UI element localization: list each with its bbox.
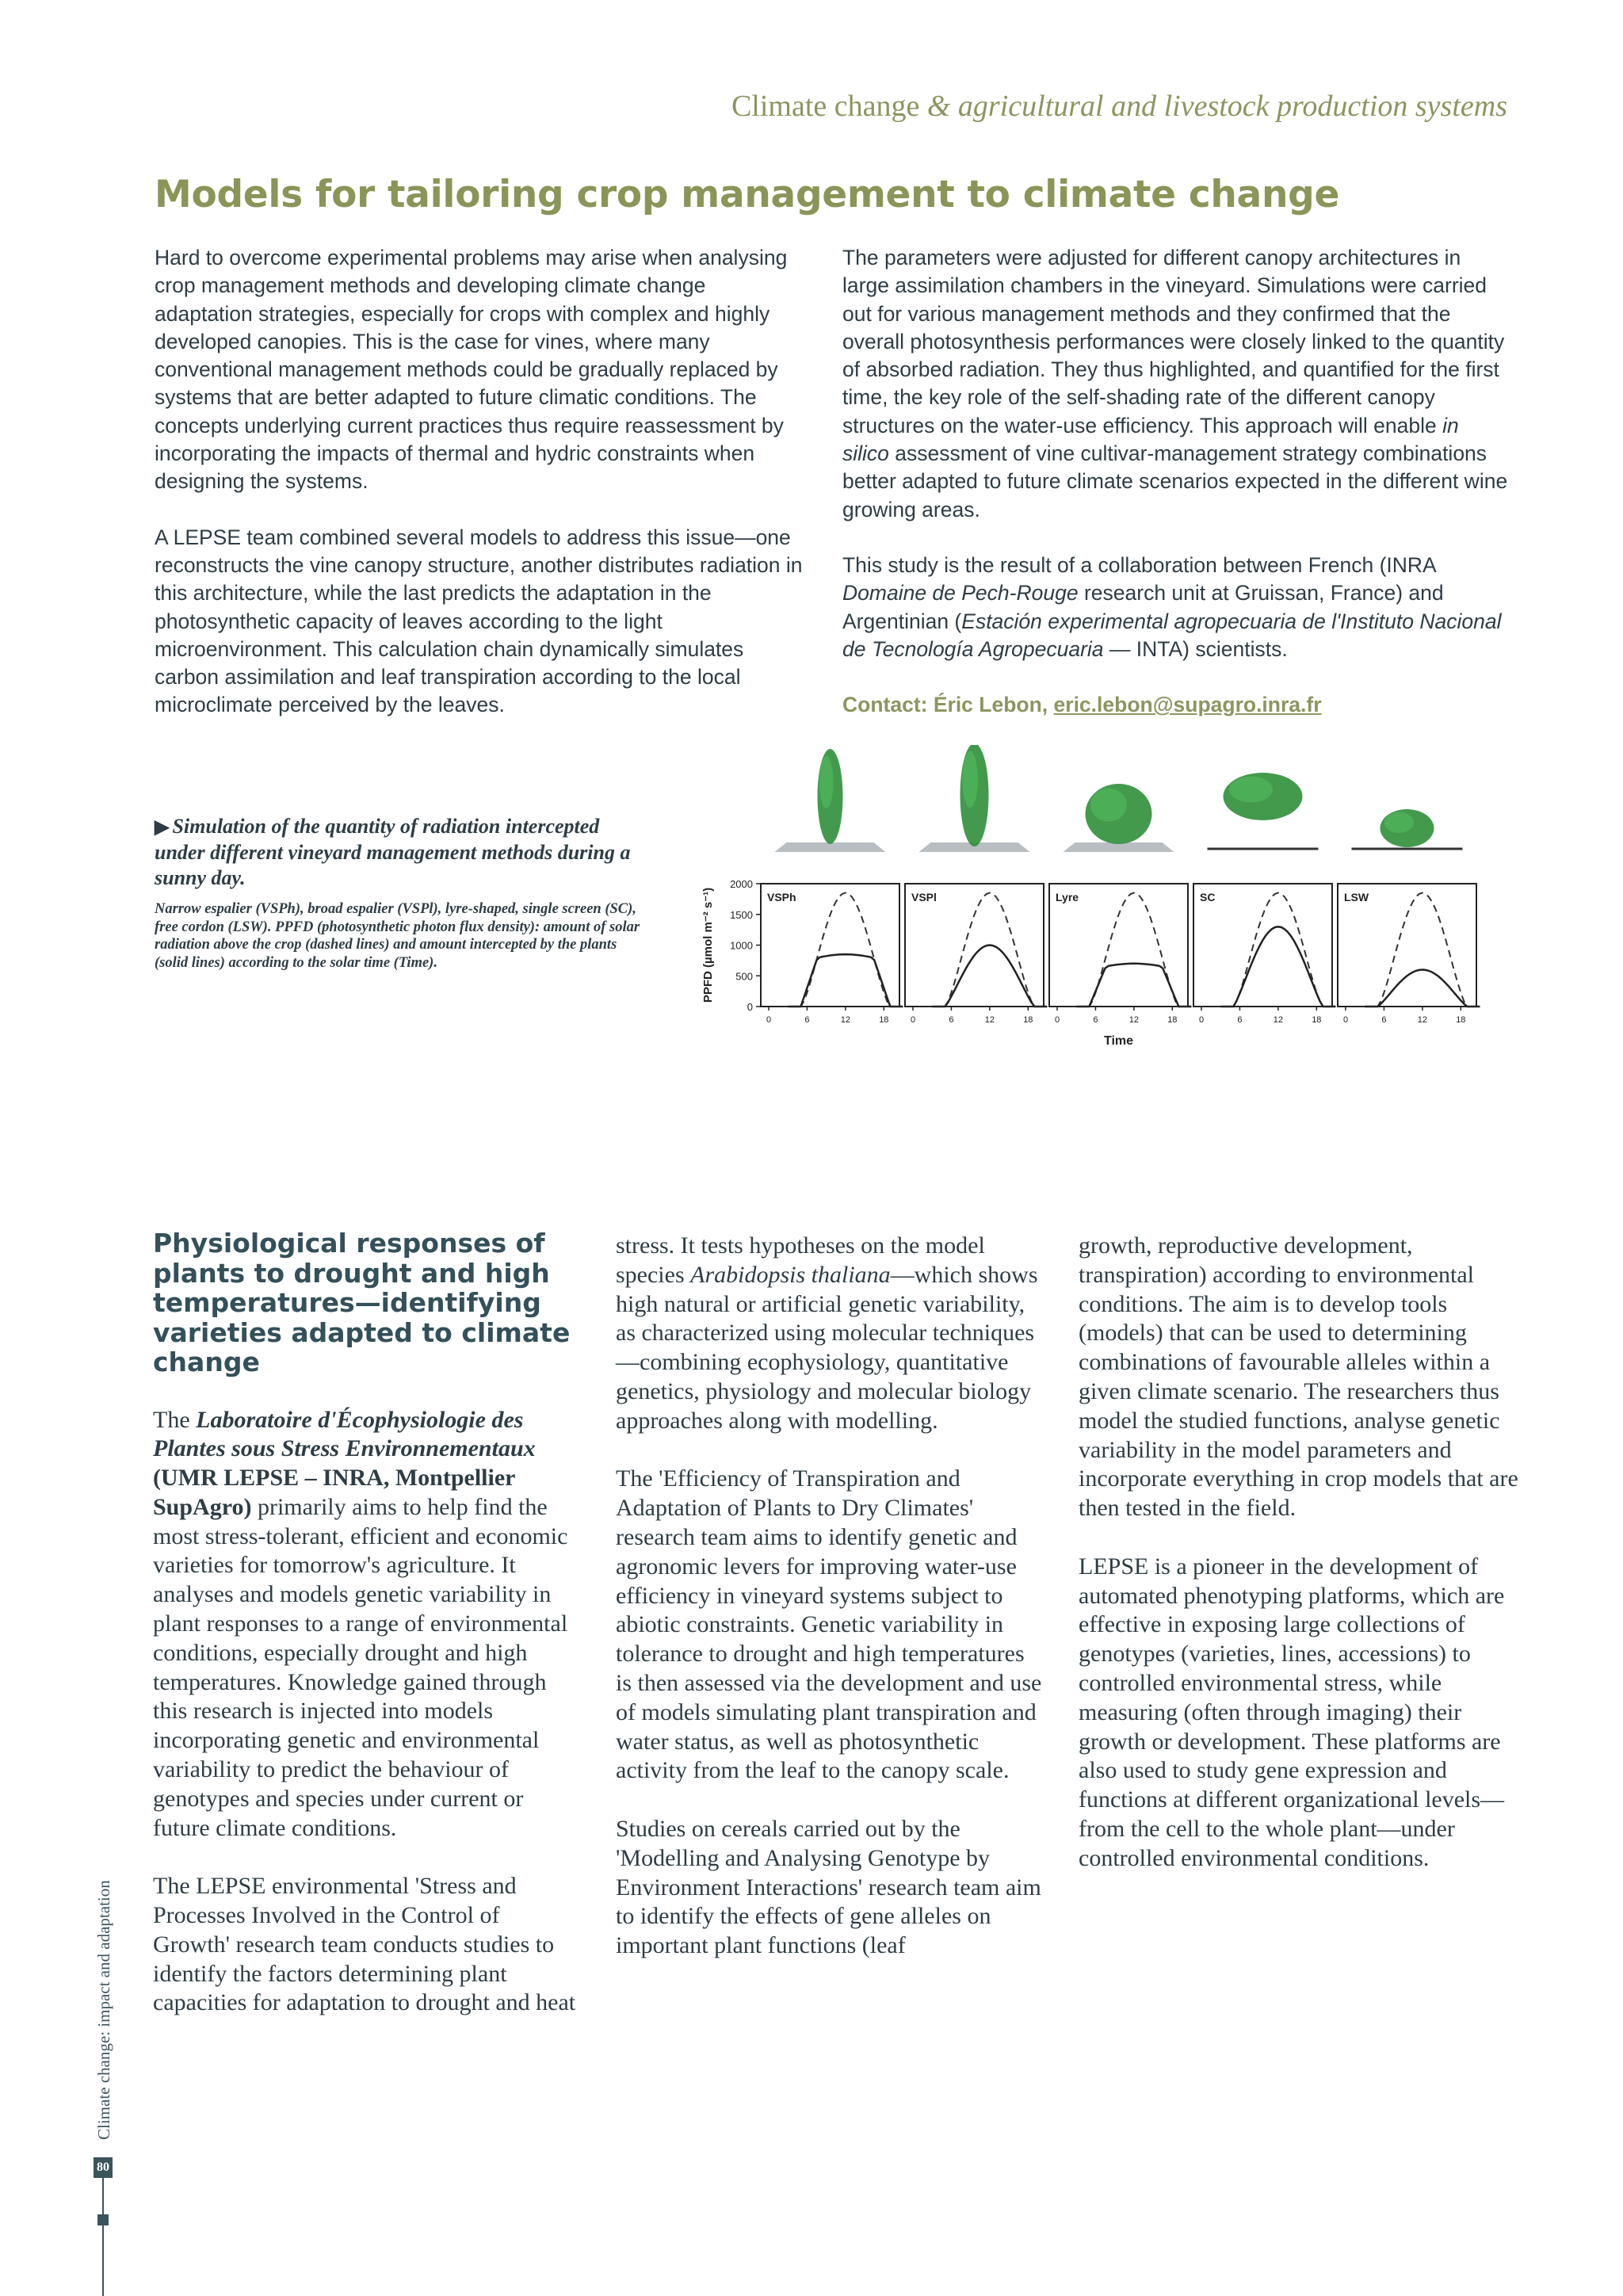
y-tick-label: 500 — [735, 970, 753, 983]
x-tick-label: 6 — [949, 1015, 954, 1025]
contact-label: Contact: Éric Lebon, — [842, 693, 1048, 717]
article-title: Models for tailoring crop management to climate change — [155, 173, 1340, 216]
article2-paragraph-1: The Laboratoire d'Écophysiologie des Plantes sous Stress Environnementaux (UMR LEPSE – INRA, Montpellier SupAgro) primarily aims to help find the most stress-tolerant, efficient and economic varieties for tomorrow's agriculture. It analyses and models genetic variability in plant responses to a range of environmental conditions, especially drought and high temperatures. Knowledge gained through this research is injected into models incorporating genetic and environmental variability to predict the behaviour of genotypes and species under current or future climate conditions. — [153, 1406, 568, 1841]
y-tick-label: 0 — [747, 1001, 753, 1013]
panel-label-lyre: Lyre — [1056, 891, 1079, 904]
canopy-highlight — [1229, 777, 1273, 803]
canopy-highlight — [962, 751, 978, 808]
y-tick-label: 2000 — [730, 878, 753, 890]
x-tick-label: 0 — [1198, 1015, 1205, 1025]
x-tick-label: 12 — [984, 1015, 995, 1025]
article1-paragraph-3: The parameters were adjusted for different canopy architectures in large assimilation chambers in the vineyard. Simulations were carried out for various management methods and they confirmed that the overall photosynthesis performances were closely linked to the quantity of absorbed radiation. They thus highlighted, and quantified for the first time, the key role of the self-shading rate of the different canopy structures on the water-use efficiency. This approach will enable in silico assessment of vine cultivar-management strategy combinations better adapted to future climate scenarios expected in the different wine growing areas. — [842, 246, 1508, 521]
article2-heading: Physiological responses of plants to drought and high temperatures—identifying varieties adapted to climate change — [153, 1228, 571, 1377]
x-tick-label: 18 — [1167, 1015, 1178, 1025]
running-head-italic: & agricultural and livestock production systems — [926, 90, 1507, 123]
article1-paragraph-2: A LEPSE team combined several models to address this issue—one reconstructs the vine canopy structure, another distributes radiation in this architecture, while the last predicts the adaptation in the photosynthetic capacity of leaves according to the light microenvironment. This calculation chain dynamically simulates carbon assimilation and leaf transpiration according to the local microclimate perceived by the leaves. — [155, 525, 803, 717]
article1-right-column — [842, 244, 1508, 747]
article2-paragraph-5: LEPSE is a pioneer in the development of automated phenotyping platforms, which are effective in exposing large collections of genotypes (varieties, lines, accessions) to controlled environmental stress, while measuring (often through imaging) their growth or development. These platforms are also used to study gene expression and functions at different organizational levels—from the cell to the whole plant—under controlled environmental conditions. — [1079, 1553, 1505, 1871]
x-tick-label: 12 — [840, 1015, 850, 1025]
article2-paragraph-2: The LEPSE environmental 'Stress and Processes Involved in the Control of Growth' research team conducts studies to identify the factors determining plant capacities for adaptation to drought and heat — [153, 1873, 576, 2016]
x-tick-label: 12 — [1128, 1015, 1139, 1025]
panel-label-vsph: VSPh — [767, 891, 796, 904]
canopy-highlight — [1090, 789, 1127, 822]
above-crop-line-vspl — [932, 893, 1047, 1007]
running-head — [731, 89, 1507, 124]
x-tick-label: 0 — [1342, 1015, 1349, 1025]
x-tick-label: 0 — [910, 1015, 916, 1025]
panel-label-sc: SC — [1200, 891, 1216, 904]
x-tick-label: 18 — [879, 1015, 889, 1025]
y-tick-label: 1500 — [730, 908, 753, 921]
x-tick-label: 6 — [1381, 1015, 1387, 1025]
article2-paragraph-3: The 'Efficiency of Transpiration and Adaptation of Plants to Dry Climates' research team aims to identify genetic and agronomic levers for improving water-use efficiency in vineyard systems subject to abiotic constraints. Genetic variability in tolerance to drought and high temperatures is then assessed via the development and use of models simulating plant transpiration and water status, as well as photosynthetic activity from the leaf to the canopy scale. — [616, 1465, 1042, 1784]
triangle-bullet-icon: ▶ — [155, 817, 170, 838]
figure-caption-title: ▶ Simulation of the quantity of radiation intercepted under different vineyard management methods during a sunny day. — [155, 815, 631, 889]
article2-column-2 — [616, 1232, 1044, 1990]
above-crop-line-vsph — [788, 893, 903, 1007]
above-crop-line-sc — [1220, 893, 1335, 1007]
x-tick-label: 6 — [1237, 1015, 1243, 1025]
x-tick-label: 12 — [1273, 1015, 1283, 1025]
article2-paragraph-4: Studies on cereals carried out by the 'Modelling and Analysing Genotype by Environment Interactions' research team aim to identify the effects of gene alleles on important plant functions (leaf — [616, 1815, 1041, 1959]
x-tick-label: 18 — [1312, 1015, 1322, 1025]
x-tick-label: 6 — [1093, 1015, 1098, 1025]
side-rule — [102, 2176, 104, 2296]
contact-line — [842, 691, 1508, 719]
article2-column-3 — [1079, 1232, 1522, 1902]
article2-paragraph-4-continued: growth, reproductive development, transpiration) according to environmental conditions. The aim is to develop tools (models) that can be used to determining combinations of favourable alleles within a given climate scenario. The researchers thus model the studied functions, analyse genetic variability in the model parameters and incorporate everything in crop models that are then tested in the field. — [1079, 1232, 1518, 1522]
figure-caption-note: Narrow espalier (VSPh), broad espalier (VSPl), lyre-shaped, single screen (SC), free cordon (LSW). PPFD (photosynthetic photon flux density): amount of solar radiation above the crop (dashed lines) and amount intercepted by the plants (solid lines) according to the solar time (Time). — [155, 901, 640, 971]
above-crop-line-lyre — [1076, 893, 1191, 1007]
x-tick-label: 12 — [1417, 1015, 1427, 1025]
intercepted-line-lsw — [1365, 970, 1480, 1007]
panel-label-lsw: LSW — [1344, 891, 1369, 904]
contact-email-link[interactable]: eric.lebon@supagro.inra.fr — [1053, 693, 1322, 717]
x-axis-label: Time — [1103, 1034, 1134, 1048]
side-section-label: Climate change: impact and adaptation — [94, 1880, 113, 2140]
canopy-highlight — [1384, 812, 1414, 833]
x-tick-label: 18 — [1456, 1015, 1466, 1025]
ppfd-figure — [689, 745, 1498, 1054]
x-tick-label: 6 — [804, 1015, 810, 1025]
page-number: 80 — [94, 2157, 113, 2178]
running-head-plain: Climate change — [731, 90, 920, 123]
y-axis-label: PPFD (µmol m⁻² s⁻¹) — [701, 887, 715, 1003]
article1-paragraph-4: This study is the result of a collaboration between French (INRA Domaine de Pech-Rouge research unit at Gruissan, France) and Argentinian (Estación experimental agropecuaria de l'Instituto Nacional de Tecnología Agropecuaria — INTA) scientists. — [842, 552, 1502, 661]
above-crop-line-lsw — [1365, 893, 1480, 1007]
article1-paragraph-1: Hard to overcome experimental problems may arise when analysing crop management methods and developing climate change adaptation strategies, especially for crops with complex and highly developed canopies. This is the case for vines, where many conventional management methods could be gradually replaced by systems that are better adapted to future climatic conditions. The concepts underlying current practices thus require reassessment by incorporating the impacts of thermal and hydric constraints when designing the systems. — [155, 246, 788, 494]
x-tick-label: 18 — [1023, 1015, 1033, 1025]
intercepted-line-sc — [1220, 926, 1335, 1007]
side-marker — [97, 2214, 109, 2225]
article1-left-column — [155, 244, 804, 747]
x-tick-label: 0 — [766, 1015, 772, 1025]
panel-label-vspl: VSPl — [911, 891, 937, 904]
article2-paragraph-2-continued: stress. It tests hypotheses on the model species Arabidopsis thaliana—which shows high natural or artificial genetic variability, as characterized using molecular techniques—combining ecophysiology, quantitative genetics, physiology and molecular biology approaches along with modelling. — [616, 1232, 1038, 1434]
y-tick-label: 1000 — [730, 939, 753, 952]
canopy-highlight — [819, 756, 834, 808]
figure-caption — [155, 814, 654, 972]
x-tick-label: 0 — [1054, 1015, 1060, 1025]
article2-column-1 — [153, 1228, 581, 2047]
